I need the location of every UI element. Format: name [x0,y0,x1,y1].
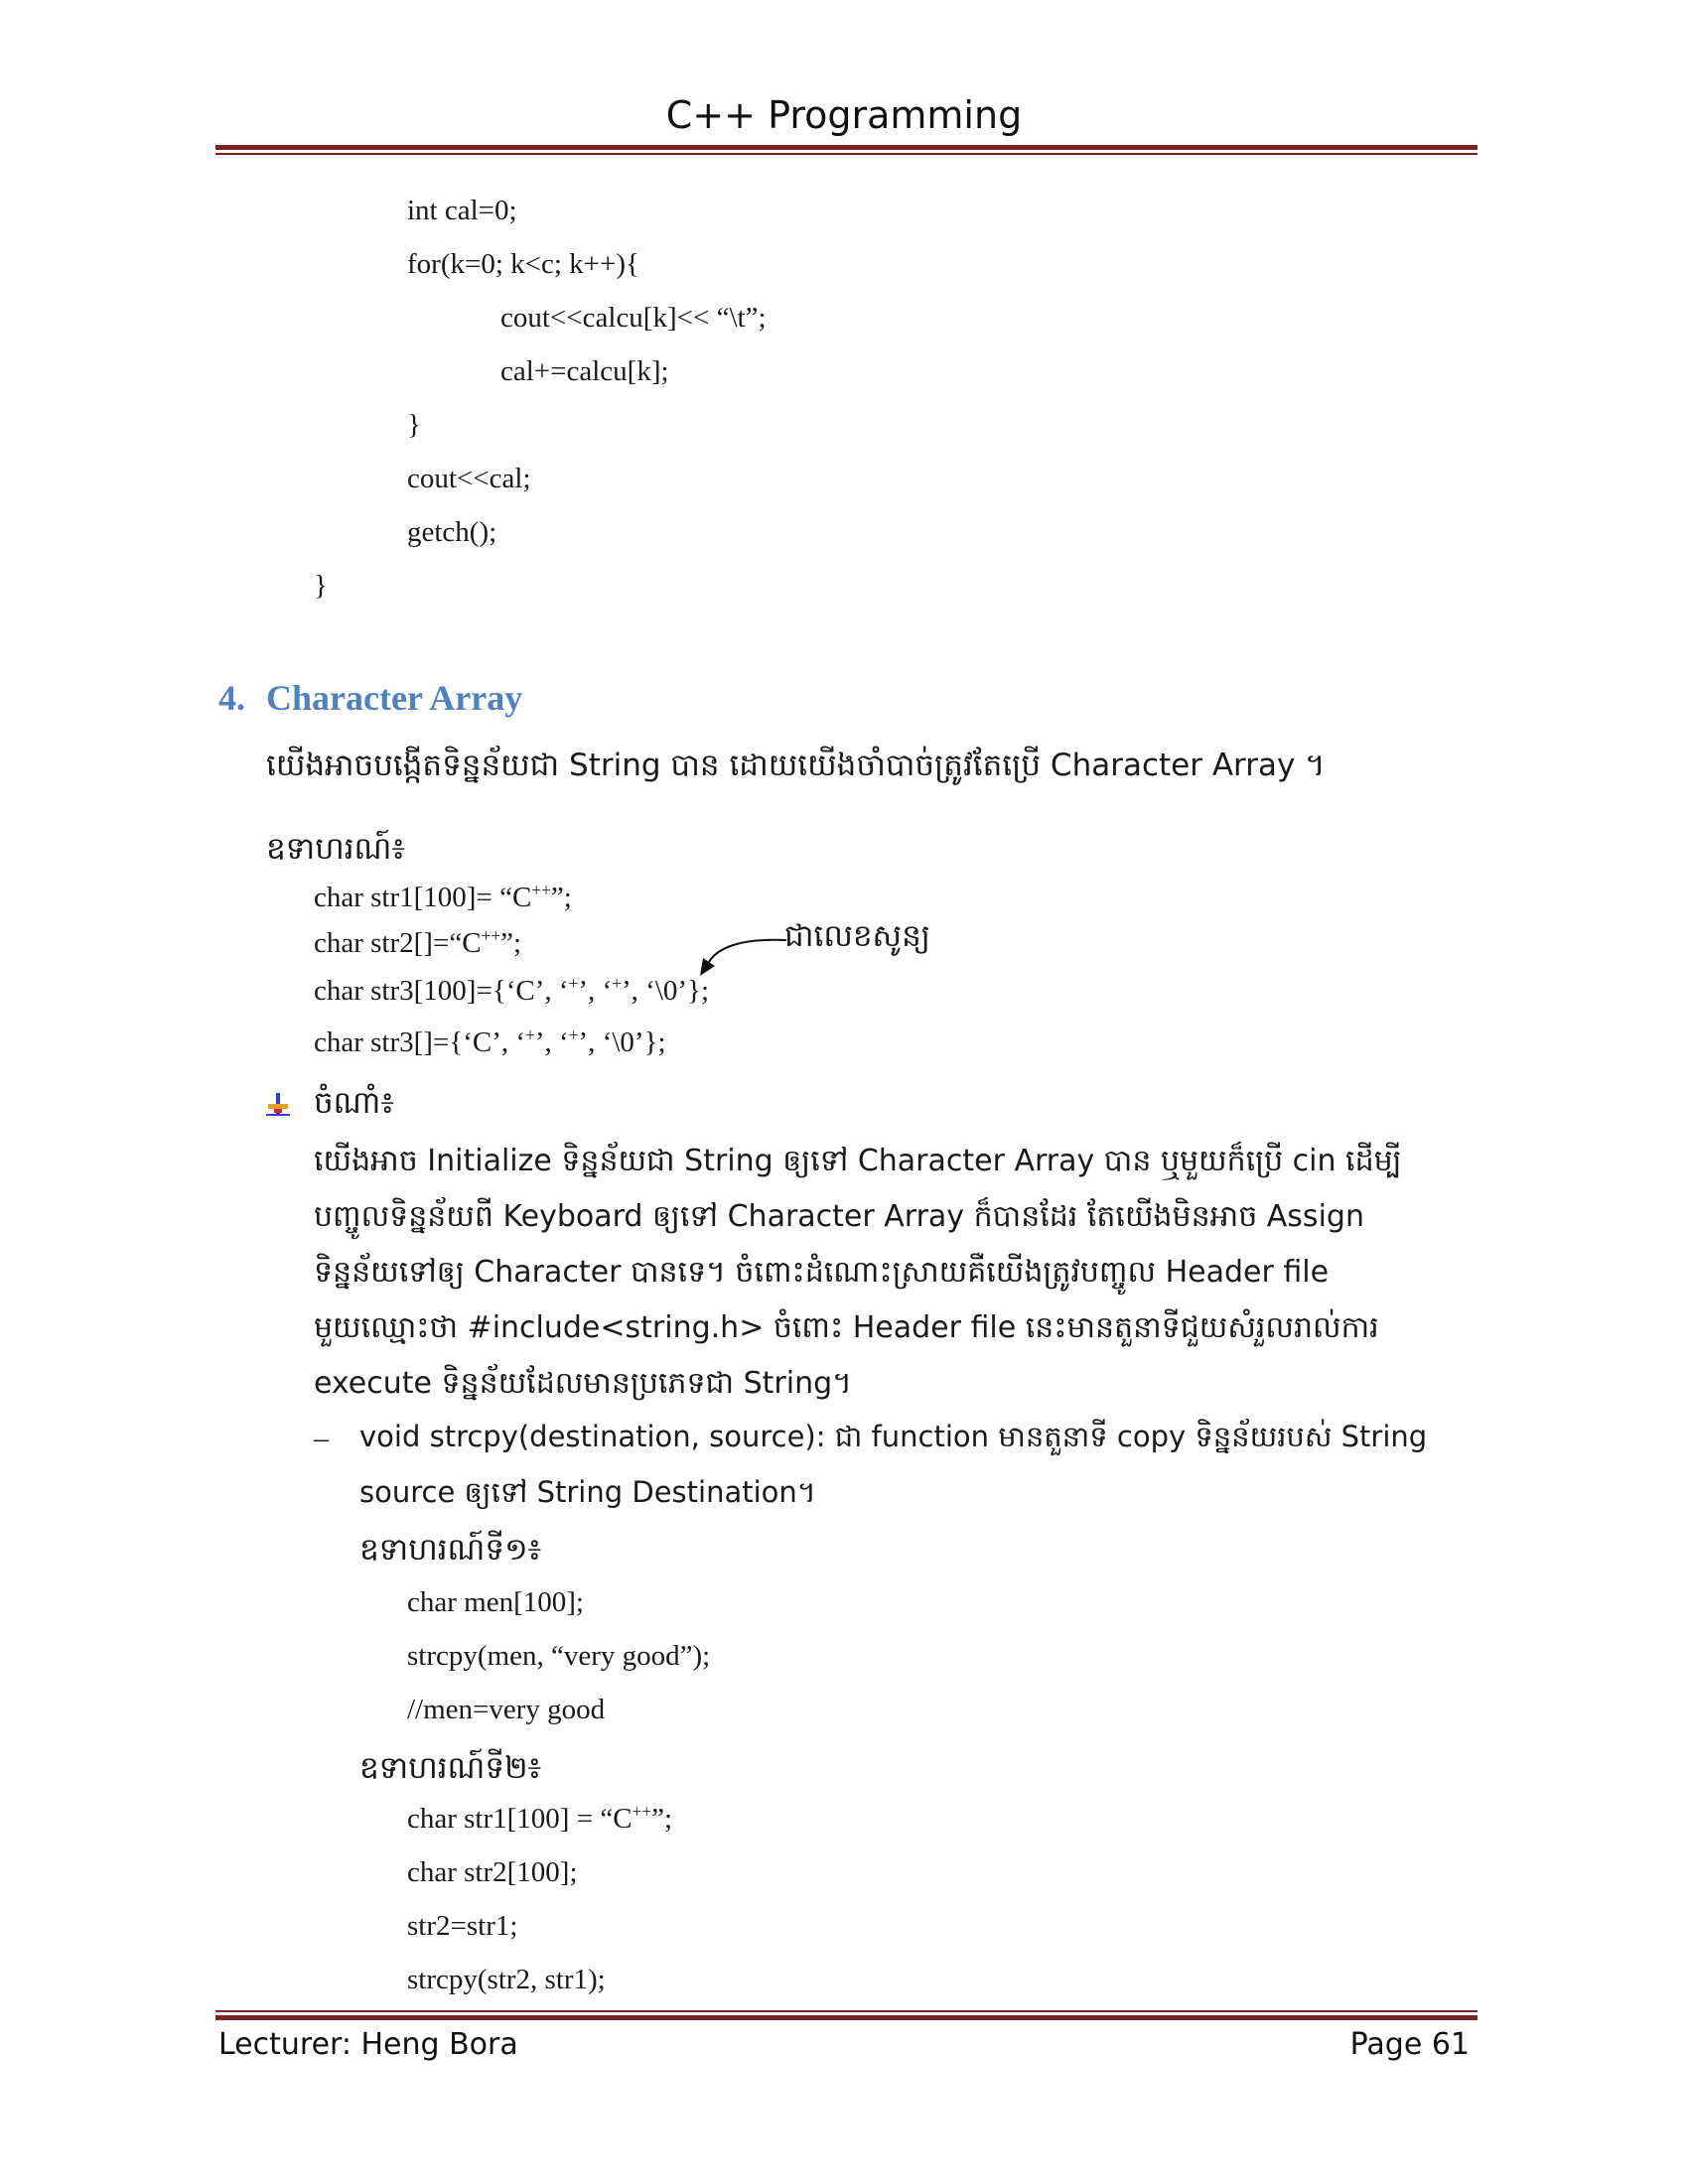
footer-rule-thin [215,2010,1477,2012]
strcpy-description: void strcpy(destination, source): ជា function មានតួនាទី copy ទិន្នន័យរបស់ String [359,1420,1428,1453]
code-line: cal+=calcu[k]; [500,355,669,387]
example2-code-line: strcpy(str2, str1); [407,1964,606,1995]
code-line: getch(); [407,516,497,548]
pin-bullet-icon [266,1092,290,1120]
note-line: execute ទិន្នន័យដែលមានប្រភេទជា String។ [314,1366,852,1401]
list-dash: – [314,1422,329,1454]
note-label: ចំណាំ៖ [314,1085,394,1121]
example2-code-line: str2=str1; [407,1910,518,1942]
page-header-title: C++ Programming [665,93,1023,137]
note-line: ទិន្នន័យទៅឲ្យ Character បានទេ។ ចំពោះដំណោះស្រាយគឺយើងត្រូវបញ្ចូល Header file [314,1255,1330,1290]
example2-code-line: char str2[100]; [407,1856,578,1888]
example-code-line: char str1[100]= “C++”; [314,880,572,913]
footer-rule-thick [215,2015,1477,2020]
section-title: Character Array [266,678,523,718]
example1-code-line: //men=very good [407,1694,606,1725]
note-line: មួយឈ្មោះថា #include<string.h> ចំពោះ Header file នេះមានតួនាទីជួយសំរួលរាល់ការ [314,1310,1379,1345]
example-code-line: char str2[]=“C++”; [314,925,522,959]
code-line: for(k=0; k<c; k++){ [407,248,639,280]
code-line: } [314,570,328,602]
example2-code-line: char str1[100] = “C++”; [407,1801,673,1835]
section-number: 4. [218,678,245,718]
note-line: យើងអាច Initialize ទិន្នន័យជា String ឲ្យទៅ Character Array បាន ឬមួយក៏ប្រើ cin ដើម្បី [314,1144,1402,1178]
example2-label: ឧទាហរណ៍ទី២៖ [359,1750,542,1786]
example1-code-line: strcpy(men, “very good”); [407,1640,711,1672]
code-line: cout<<calcu[k]<< “\t”; [500,302,767,334]
annotation-arrow-icon [695,928,794,978]
footer-page-number: Page 61 [1349,2027,1470,2062]
example-code-line: char str3[100]={‘C’, ‘+’, ‘+’, ‘\0’}; [314,973,710,1007]
code-line: cout<<cal; [407,463,531,494]
code-line: int cal=0; [407,195,517,226]
example1-label: ឧទាហរណ៍ទី១៖ [359,1532,542,1568]
section-intro: យើងអាចបង្កើតទិន្នន័យជា String បាន ដោយយើងចាំបាច់ត្រូវតែប្រើ Character Array ។ [266,748,1326,783]
header-rule-thick [215,145,1477,150]
strcpy-description-cont: source ឲ្យទៅ String Destination។ [359,1475,816,1509]
example-code-line: char str3[]={‘C’, ‘+’, ‘+’, ‘\0’}; [314,1024,666,1058]
footer-lecturer: Lecturer: Heng Bora [218,2027,518,2062]
note-line: បញ្ចូលទិន្នន័យពី Keyboard ឲ្យទៅ Character Array ក៏បានដែរ តែយើងមិនអាច Assign [314,1199,1364,1234]
example-label: ឧទាហរណ៍៖ [266,831,406,867]
annotation-label: ជាលេខសូន្យ [784,918,930,954]
example1-code-line: char men[100]; [407,1586,584,1618]
header-rule-thin [215,153,1477,155]
code-line: } [407,409,421,441]
